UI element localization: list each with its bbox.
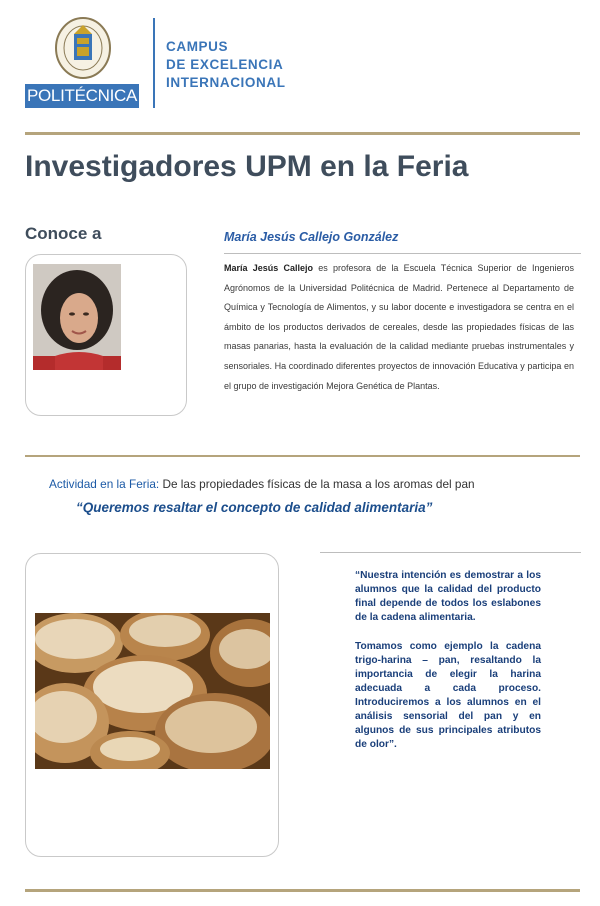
campus-line-3: INTERNACIONAL	[166, 75, 286, 90]
researcher-portrait	[33, 264, 121, 370]
page-title: Investigadores UPM en la Feria	[25, 150, 469, 183]
activity-label: Actividad en la Feria:	[49, 477, 160, 491]
campus-line-1: CAMPUS	[166, 39, 229, 54]
activity-title: De las propiedades físicas de la masa a los aromas del pan	[159, 477, 475, 491]
researcher-name: María Jesús Callejo González	[224, 230, 399, 244]
quote-paragraph-2: Tomamos como ejemplo la cadena trigo-harina – pan, resaltando la importancia de elegir la harina adecuada a cada proceso. Introduciremos a los alumnos en el análisis sensorial del pan y en algunos de sus principales atributos de olor”.	[355, 641, 541, 750]
bread-photo	[35, 613, 270, 769]
middle-gold-rule	[25, 455, 580, 457]
upm-seal-logo	[54, 16, 112, 80]
quote-heading: “Queremos resaltar el concepto de calidad alimentaria”	[76, 500, 433, 515]
quote-paragraph-1: “Nuestra intención es demostrar a los alumnos que la calidad del producto final depende de todos los eslabones de la cadena alimentaria.	[355, 570, 541, 623]
bio-lead-name: María Jesús Callejo	[224, 263, 313, 273]
researcher-bio	[224, 259, 574, 396]
top-gold-rule	[25, 132, 580, 135]
bottom-gold-rule	[25, 889, 580, 892]
politecnica-logo-bar: POLITÉCNICA	[25, 84, 139, 108]
activity-line	[49, 477, 475, 491]
bio-text: es profesora de la Escuela Técnica Superior de Ingenieros Agrónomos de la Universidad Politécnica de Madrid. Pertenece al Departamento de Química y Tecnología de Alimentos, y su labor docente e investigadora se centra en el ámbito de los productos derivados de cereales, desde las propiedades físicas de las masas panarias, hasta la evaluación de la calidad mediante pruebas instrumentales y sensoriales. Ha coordinado diferentes proyectos de innovación Educativa y participa en el grupo de investigación Mejora Genética de Plantas.	[224, 263, 574, 391]
quote-divider	[320, 552, 581, 553]
name-divider	[224, 253, 581, 254]
campus-line-2: DE EXCELENCIA	[166, 57, 284, 72]
logo-divider	[153, 18, 155, 108]
conoce-label: Conoce a	[25, 224, 102, 243]
